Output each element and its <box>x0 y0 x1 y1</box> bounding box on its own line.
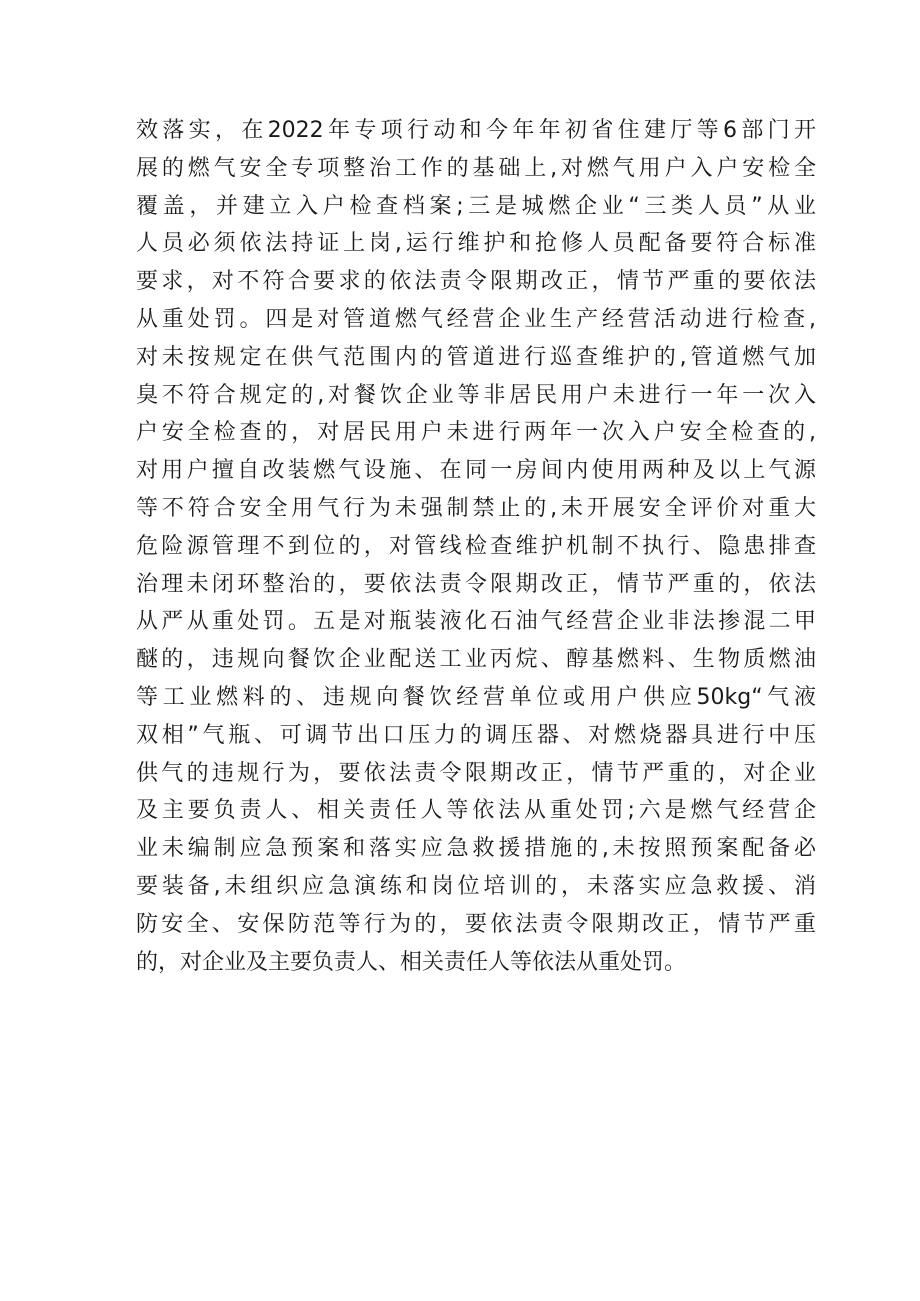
text-line: 从重处罚。四是对管道燃气经营企业生产经营活动进行检查, <box>136 306 816 332</box>
text-line: 对用户擅自改装燃气设施、在同一房间内使用两种及以上气源 <box>136 458 816 484</box>
text-line: 防安全、安保防范等行为的，要依法责令限期改正，情节严重 <box>136 911 816 937</box>
text-line: 治理未闭环整治的，要依法责令限期改正，情节严重的，依法 <box>136 571 816 597</box>
text-line: 危险源管理不到位的，对管线检查维护机制不执行、隐患排查 <box>136 533 816 559</box>
text-line: 臭不符合规定的,对餐饮企业等非居民用户未进行一年一次入 <box>136 382 816 408</box>
text-line: 要装备,未组织应急演练和岗位培训的，未落实应急救援、消 <box>136 873 816 899</box>
text-line: 等工业燃料的、违规向餐饮经营单位或用户供应50kg“气液 <box>136 684 816 710</box>
text-line: 等不符合安全用气行为未强制禁止的,未开展安全评价对重大 <box>136 495 816 521</box>
text-line: 从严从重处罚。五是对瓶装液化石油气经营企业非法掺混二甲 <box>136 609 816 635</box>
text-line: 供气的违规行为，要依法责令限期改正，情节严重的，对企业 <box>136 760 816 786</box>
text-line: 展的燃气安全专项整治工作的基础上,对燃气用户入户安检全 <box>136 155 816 181</box>
text-line: 要求，对不符合要求的依法责令限期改正，情节严重的要依法 <box>136 269 816 295</box>
body-paragraph <box>136 112 816 981</box>
text-line: 的，对企业及主要负责人、相关责任人等依法从重处罚。 <box>136 949 687 975</box>
text-line: 及主要负责人、相关责任人等依法从重处罚;六是燃气经营企 <box>136 798 816 824</box>
text-line: 人员必须依法持证上岗,运行维护和抢修人员配备要符合标准 <box>136 231 816 257</box>
text-line: 覆盖，并建立入户检查档案;三是城燃企业“三类人员”从业 <box>136 193 816 219</box>
text-line: 双相”气瓶、可调节出口压力的调压器、对燃烧器具进行中压 <box>136 722 816 748</box>
text-line: 醚的，违规向餐饮企业配送工业丙烷、醇基燃料、生物质燃油 <box>136 647 816 673</box>
text-line: 对未按规定在供气范围内的管道进行巡查维护的,管道燃气加 <box>136 344 816 370</box>
text-line: 效落实，在2022年专项行动和今年年初省住建厅等6部门开 <box>136 118 816 143</box>
text-line: 户安全检查的，对居民用户未进行两年一次入户安全检查的, <box>136 420 816 446</box>
text-line: 业未编制应急预案和落实应急救援措施的,未按照预案配备必 <box>136 836 816 862</box>
